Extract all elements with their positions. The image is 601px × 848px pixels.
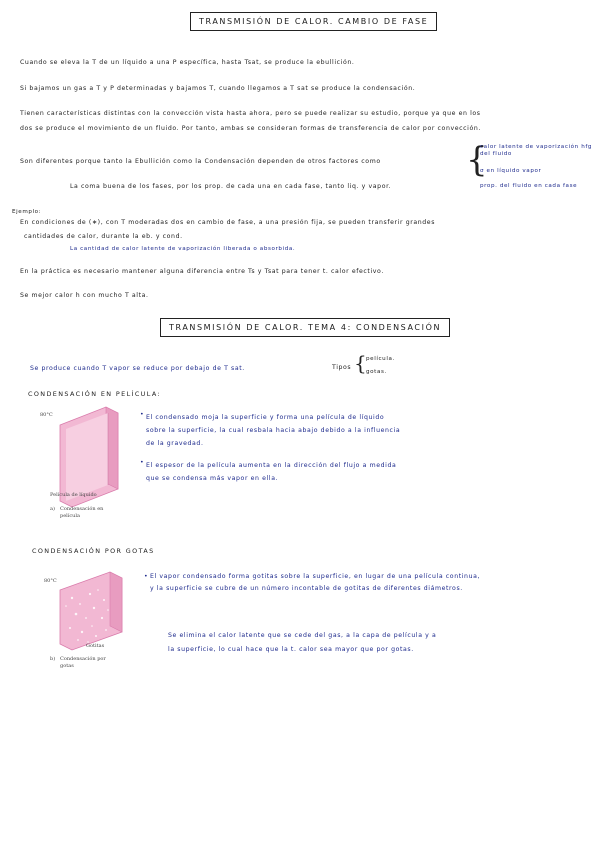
tipo-pelicula: película.: [366, 356, 395, 362]
factor-1: calor latente de vaporización hfg del fluido: [480, 144, 593, 157]
factor-3: prop. del fluido en cada fase: [480, 183, 578, 189]
tipo-gotas: gotas.: [366, 369, 387, 375]
ejemplo-note: La cantidad de calor latente de vaporización liberada o absorbida.: [70, 246, 296, 252]
drops-note-1: Se elimina el calor latente que se cede del gas, a la capa de película y a: [168, 632, 437, 639]
drops-temp-label: 80°C: [44, 578, 57, 584]
tipos-brace: {: [354, 351, 367, 375]
section1-title: TRANSMISIÓN DE CALOR. CAMBIO DE FASE: [190, 12, 437, 31]
paragraph-4: dos se produce el movimiento de un fluido. Por tanto, ambas se consideran formas de transferencia de calor por convección.: [20, 125, 481, 132]
film-caption: Condensación en película: [60, 506, 104, 519]
drops-figure-label: Gotitas: [86, 643, 105, 649]
ejemplo-line-2: cantidades de calor, durante la eb. y cond.: [24, 233, 183, 240]
paragraph-5: Son diferentes porque tanto la Ebullición como la Condensación dependen de otros factores como: [20, 158, 381, 165]
film-heading: CONDENSACIÓN EN PELÍCULA:: [28, 390, 162, 398]
film-figure-label: Película de líquido: [50, 492, 97, 498]
film-bullet-1: El condensado moja la superficie y forma una película de líquido sobre la superficie, la cual resbala hacia abajo debido a la influencia de la gravedad.: [146, 414, 401, 447]
drops-caption-letter: b): [50, 656, 56, 662]
drops-note-2: la superficie, lo cual hace que la t. calor sea mayor que por gotas.: [168, 646, 414, 653]
drops-heading: CONDENSACIÓN POR GOTAS: [32, 547, 155, 555]
paragraph-6: La coma buena de los fases, por los prop. de cada una en cada fase, tanto liq. y vapor.: [70, 183, 392, 190]
film-bullet-2: El espesor de la película aumenta en la dirección del flujo a medida que se condensa más vapor en ella.: [146, 462, 397, 482]
paragraph-2: Si bajamos un gas a T y P determinadas y bajamos T, cuando llegamos a T sat se produce la condensación.: [20, 85, 416, 92]
ejemplo-label: Ejemplo:: [12, 209, 42, 215]
intro-line: Se produce cuando T vapor se reduce por debajo de T sat.: [30, 365, 245, 372]
paragraph-3: Tienen características distintas con la convección vista hasta ahora, pero se puede realizar su estudio, porque ya que en los: [20, 110, 481, 117]
section2-title: TRANSMISIÓN DE CALOR. TEMA 4: CONDENSACIÓN: [160, 318, 450, 337]
film-temp-label: 80°C: [40, 412, 53, 418]
drops-bullet-dot-1: •: [144, 573, 149, 580]
paragraph-1: Cuando se eleva la T de un líquido a una P específica, hasta Tsat, se produce la ebullición.: [20, 59, 355, 66]
film-bullet-dot-2: •: [140, 459, 145, 466]
drops-bullet-1: El vapor condensado forma gotitas sobre la superficie, en lugar de una película continua,: [150, 573, 481, 580]
ejemplo-line-1: En condiciones de (∗), con T moderadas dos en cambio de fase, a una presión fija, se pueden transferir grandes: [20, 219, 436, 226]
tipos-label: Tipos: [332, 364, 352, 371]
drops-bullet-2: y la superficie se cubre de un número incontable de gotitas de diferentes diámetros.: [150, 585, 463, 592]
film-caption-letter: a): [50, 506, 55, 512]
drops-caption: Condensación por gotas: [60, 656, 106, 669]
closing-2: Se mejor calor h con mucho T alta.: [20, 292, 149, 299]
factors-brace: {: [466, 140, 488, 180]
factor-2: σ en líquido vapor: [480, 168, 542, 174]
film-bullet-dot-1: •: [140, 411, 145, 418]
closing-1: En la práctica es necesario mantener alguna diferencia entre Ts y Tsat para tener t. calor efectivo.: [20, 268, 384, 275]
